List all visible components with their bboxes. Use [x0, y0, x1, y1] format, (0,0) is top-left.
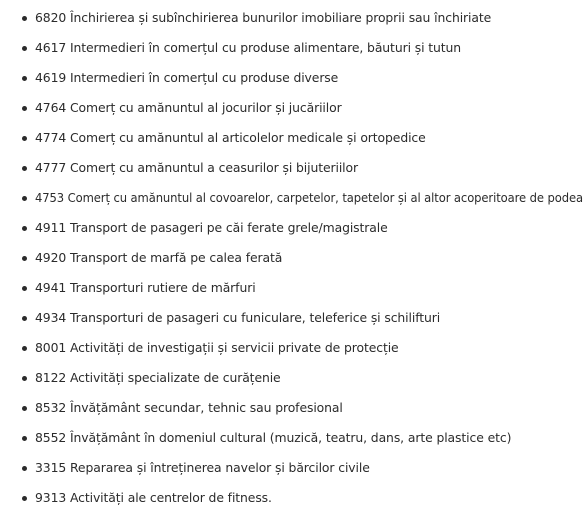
- list-item: [0, 3, 585, 33]
- list-item: [0, 183, 585, 213]
- bullet-icon: [22, 76, 27, 81]
- list-item-text: 4920 Transport de marfă pe calea ferată: [35, 250, 283, 265]
- list-item: [0, 153, 585, 183]
- list-item: [0, 63, 585, 93]
- list-item: [0, 93, 585, 123]
- list-item: [0, 243, 585, 273]
- list-item: [0, 213, 585, 243]
- list-item: [0, 303, 585, 333]
- list-item-text: 4764 Comerț cu amănuntul al jocurilor și jucăriilor: [35, 100, 342, 115]
- bullet-icon: [22, 496, 27, 501]
- list-item-text: 4941 Transporturi rutiere de mărfuri: [35, 280, 256, 295]
- bullet-icon: [22, 376, 27, 381]
- list-item-text: 8001 Activități de investigații și servicii private de protecție: [35, 340, 399, 355]
- bullet-icon: [22, 166, 27, 171]
- list-item: [0, 393, 585, 423]
- list-item-text: 4619 Intermedieri în comerțul cu produse diverse: [35, 70, 339, 85]
- list-item: [0, 33, 585, 63]
- list-item-text: 3315 Repararea și întreținerea navelor și bărcilor civile: [35, 460, 370, 475]
- bullet-icon: [22, 316, 27, 321]
- bullet-icon: [22, 196, 27, 201]
- list-item-text: 4753 Comerț cu amănuntul al covoarelor, carpetelor, tapetelor și al altor acoperitoare de podea: [35, 190, 583, 205]
- list-item-text: 6820 Închirierea și subînchirierea bunurilor imobiliare proprii sau închiriate: [35, 10, 492, 25]
- list-item-text: 9313 Activități ale centrelor de fitness.: [35, 490, 272, 505]
- bullet-icon: [22, 286, 27, 291]
- list-item-text: 4911 Transport de pasageri pe căi ferate grele/magistrale: [35, 220, 388, 235]
- bullet-icon: [22, 436, 27, 441]
- list-item-text: 4934 Transporturi de pasageri cu funiculare, teleferice și schilifturi: [35, 310, 441, 325]
- bullet-icon: [22, 136, 27, 141]
- bullet-icon: [22, 466, 27, 471]
- bullet-icon: [22, 406, 27, 411]
- list-item-text: 4774 Comerț cu amănuntul al articolelor medicale și ortopedice: [35, 130, 426, 145]
- bullet-icon: [22, 256, 27, 261]
- bullet-icon: [22, 226, 27, 231]
- list-item-text: 8552 Învățământ în domeniul cultural (muzică, teatru, dans, arte plastice etc): [35, 430, 512, 445]
- bullet-icon: [22, 346, 27, 351]
- list-item-text: 8532 Învățământ secundar, tehnic sau profesional: [35, 400, 343, 415]
- list-item: [0, 333, 585, 363]
- list-item: [0, 363, 585, 393]
- list-item: [0, 273, 585, 303]
- list-item: [0, 423, 585, 453]
- list-item: [0, 453, 585, 483]
- list-item: [0, 123, 585, 153]
- list-item-text: 4777 Comerț cu amănuntul a ceasurilor și bijuteriilor: [35, 160, 358, 175]
- bullet-icon: [22, 46, 27, 51]
- bullet-icon: [22, 16, 27, 21]
- list-item-text: 4617 Intermedieri în comerțul cu produse alimentare, băuturi și tutun: [35, 40, 462, 55]
- activity-code-list: [0, 3, 585, 513]
- list-item-text: 8122 Activități specializate de curățenie: [35, 370, 281, 385]
- bullet-icon: [22, 106, 27, 111]
- list-item: [0, 483, 585, 513]
